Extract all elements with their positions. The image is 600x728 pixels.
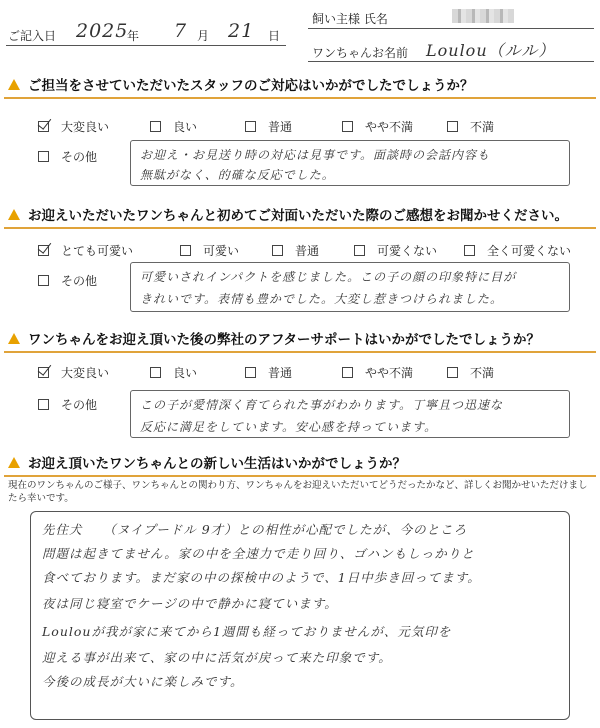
date-month-value: 7 [174, 20, 188, 42]
s2-option-not-cute-at-all[interactable] [464, 242, 571, 259]
date-year-unit: 年 [127, 29, 140, 43]
section-3-divider [4, 351, 596, 353]
s2-option-very-cute[interactable] [38, 242, 133, 259]
owner-name-label: 飼い主様 氏名 [312, 12, 388, 26]
checkbox[interactable] [245, 367, 256, 378]
s3-option-very-good[interactable] [38, 364, 109, 381]
checkbox-checked[interactable] [38, 367, 49, 378]
redacted-owner-name [452, 9, 514, 23]
option-label: 大変良い [61, 366, 110, 380]
option-label: 普通 [268, 120, 293, 134]
s1-option-dissatisfied[interactable] [447, 118, 494, 135]
option-label: 不満 [470, 366, 495, 380]
checkbox-checked[interactable] [38, 121, 49, 132]
s2-comment-line: 可愛いされインパクトを感じました。この子の顔の印象特に目が [140, 270, 517, 284]
s3-option-somewhat-dissatisfied[interactable] [342, 364, 413, 381]
checkbox-checked[interactable] [38, 245, 49, 256]
option-label: その他 [61, 398, 98, 412]
warning-triangle-icon [8, 457, 20, 468]
option-label: 不満 [470, 120, 495, 134]
s3-option-other[interactable] [38, 396, 97, 413]
date-year-value: 2025 [76, 20, 129, 42]
warning-triangle-icon [8, 333, 20, 344]
s1-comment-line: 無駄がなく、的確な反応でした。 [140, 168, 335, 182]
s2-option-cute[interactable] [180, 242, 239, 259]
option-label: 可愛い [203, 244, 240, 258]
section-3-title-text: ワンちゃんをお迎え頂いた後の弊社のアフターサポートはいかがでしたでしょうか？ [28, 332, 541, 348]
section-4-title-text: お迎え頂いたワンちゃんとの新しい生活はいかがでしょうか？ [28, 456, 406, 472]
dog-name-value: Loulou（ルル） [426, 41, 556, 60]
checkbox[interactable] [38, 399, 49, 410]
s1-option-very-good[interactable] [38, 118, 109, 135]
s2-comment-line: きれいです。表情も豊かでした。大変し惹きつけられました。 [140, 292, 504, 306]
s4-comment-line: Loulouが我が家に来てから1週間も経っておりませんが、元気印を [42, 624, 452, 639]
checkbox[interactable] [150, 367, 161, 378]
option-label: その他 [61, 150, 98, 164]
date-label: ご記入日 [8, 29, 57, 43]
checkbox[interactable] [342, 121, 353, 132]
section-4-divider [4, 475, 596, 477]
option-label: 良い [173, 120, 198, 134]
checkbox[interactable] [150, 121, 161, 132]
section-1-title-text: ご担当をさせていただいたスタッフのご対応はいかがでしたでしょうか？ [28, 78, 474, 94]
description-line: 現在のワンちゃんのご様子、ワンちゃんとの関わり方、ワンちゃんをお迎えいただいてどうだったかなど、詳しくお聞かせいただけまし [8, 480, 588, 491]
section-2-divider [4, 227, 596, 229]
checkbox[interactable] [180, 245, 191, 256]
s2-option-other[interactable] [38, 272, 97, 289]
checkbox[interactable] [354, 245, 365, 256]
option-label: 全く可愛くない [487, 244, 572, 258]
description-line: たら幸いです。 [8, 493, 74, 504]
s2-option-not-cute[interactable] [354, 242, 437, 259]
date-underline [6, 45, 286, 46]
option-label: とても可愛い [61, 244, 134, 258]
s3-option-normal[interactable] [245, 364, 292, 381]
s4-comment-line: 問題は起きてません。家の中を全速力で走り回り、ゴハンもしっかりと [42, 546, 475, 561]
s1-option-good[interactable] [150, 118, 197, 135]
s3-comment-line: 反応に満足をしています。安心感を持っています。 [140, 420, 438, 434]
dog-name-underline [308, 61, 594, 62]
option-label: 大変良い [61, 120, 110, 134]
s2-option-normal[interactable] [272, 242, 319, 259]
section-1-title [8, 74, 474, 94]
checkbox[interactable] [447, 121, 458, 132]
section-4-description [8, 479, 588, 505]
section-1-divider [4, 97, 596, 99]
s4-comment-line: 今後の成長が大いに楽しみです。 [42, 674, 244, 689]
date-day-value: 21 [228, 20, 255, 42]
section-4-title [8, 452, 406, 472]
date-month-unit: 月 [197, 29, 210, 43]
checkbox[interactable] [464, 245, 475, 256]
option-label: 普通 [295, 244, 320, 258]
s1-option-other[interactable] [38, 148, 97, 165]
s1-comment-line: お迎え・お見送り時の対応は見事です。面談時の会話内容も [140, 148, 491, 162]
dog-name-label: ワンちゃんお名前 [312, 46, 409, 60]
option-label: 普通 [268, 366, 293, 380]
option-label: やや不満 [365, 120, 414, 134]
section-2-title-text: お迎えいただいたワンちゃんと初めてご対面いただいた際のご感想をお聞かせください。 [28, 208, 568, 224]
s4-comment-line: 迎える事が出来て、家の中に活気が戻って来た印象です。 [42, 650, 392, 665]
option-label: やや不満 [365, 366, 414, 380]
s3-comment-line: この子が愛情深く育てられた事がわかります。丁寧且つ迅速な [140, 398, 504, 412]
checkbox[interactable] [245, 121, 256, 132]
s1-option-normal[interactable] [245, 118, 292, 135]
option-label: 良い [173, 366, 198, 380]
section-3-title [8, 328, 540, 348]
s4-comment-line: 夜は同じ寝室でケージの中で静かに寝ています。 [42, 596, 338, 611]
s3-option-good[interactable] [150, 364, 197, 381]
s1-option-somewhat-dissatisfied[interactable] [342, 118, 413, 135]
checkbox[interactable] [38, 275, 49, 286]
checkbox[interactable] [272, 245, 283, 256]
s4-comment-line: 食べております。まだ家の中の探検中のようで、1日中歩き回ってます。 [42, 570, 481, 585]
option-label: 可愛くない [377, 244, 438, 258]
date-day-unit: 日 [268, 29, 281, 43]
checkbox[interactable] [342, 367, 353, 378]
s4-comment-line: 先住犬 （ヌイプードル 9才）との相性が心配でしたが、今のところ [42, 522, 468, 537]
warning-triangle-icon [8, 79, 20, 90]
checkbox[interactable] [447, 367, 458, 378]
warning-triangle-icon [8, 209, 20, 220]
owner-name-underline [308, 28, 594, 29]
s3-option-dissatisfied[interactable] [447, 364, 494, 381]
checkbox[interactable] [38, 151, 49, 162]
option-label: その他 [61, 274, 98, 288]
section-2-title [8, 204, 568, 224]
